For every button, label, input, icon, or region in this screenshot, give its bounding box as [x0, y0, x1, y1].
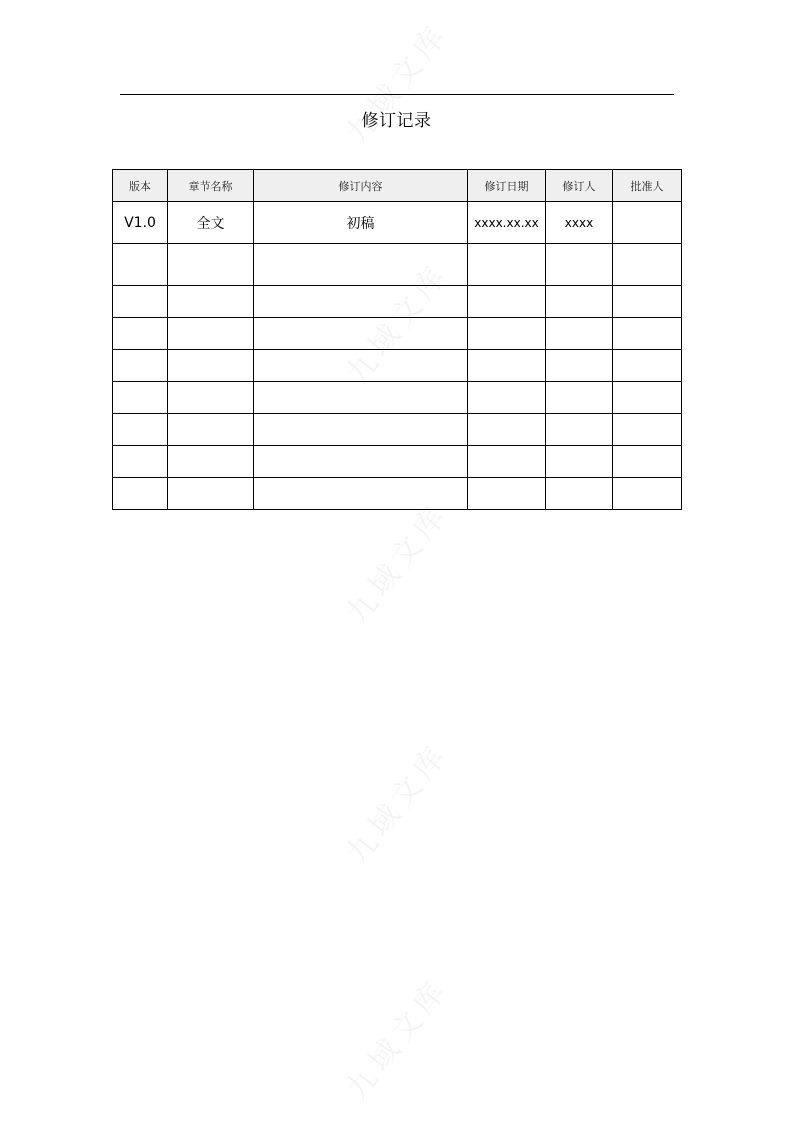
page-title: 修订记录 [361, 111, 432, 131]
revision-table [112, 169, 682, 510]
cell-reviser: xxxx [546, 202, 613, 244]
cell-chapter-name [168, 286, 254, 318]
cell-revision-content [254, 446, 468, 478]
cell-chapter-name: 全文 [168, 202, 254, 244]
cell-chapter-name [168, 244, 254, 286]
table-row [113, 446, 682, 478]
cell-revision-date: xxxx.xx.xx [468, 202, 546, 244]
table-row [113, 202, 682, 244]
cell-reviser [546, 478, 613, 510]
cell-chapter-name [168, 350, 254, 382]
table-header-row [113, 170, 682, 202]
header-revision-date: 修订日期 [468, 170, 546, 202]
cell-approver [613, 202, 682, 244]
cell-chapter-name [168, 446, 254, 478]
cell-reviser [546, 382, 613, 414]
cell-reviser [546, 286, 613, 318]
cell-reviser [546, 350, 613, 382]
cell-chapter-name [168, 318, 254, 350]
cell-revision-content [254, 286, 468, 318]
cell-approver [613, 414, 682, 446]
cell-reviser [546, 446, 613, 478]
header-revision-content: 修订内容 [254, 170, 468, 202]
watermark [310, 702, 480, 902]
table-row [113, 244, 682, 286]
cell-approver [613, 244, 682, 286]
cell-revision-content [254, 318, 468, 350]
header-chapter-name: 章节名称 [168, 170, 254, 202]
cell-revision-content [254, 382, 468, 414]
cell-approver [613, 318, 682, 350]
table-row [113, 414, 682, 446]
cell-chapter-name [168, 414, 254, 446]
watermark [310, 937, 480, 1137]
cell-revision-content [254, 350, 468, 382]
header-rule [120, 94, 674, 95]
cell-reviser [546, 414, 613, 446]
cell-revision-content: 初稿 [254, 202, 468, 244]
table-row [113, 350, 682, 382]
cell-chapter-name [168, 382, 254, 414]
watermark [310, 0, 480, 182]
cell-version [113, 478, 168, 510]
cell-version [113, 350, 168, 382]
cell-approver [613, 382, 682, 414]
table-row [113, 478, 682, 510]
cell-reviser [546, 244, 613, 286]
cell-version [113, 446, 168, 478]
cell-revision-date [468, 446, 546, 478]
cell-version [113, 414, 168, 446]
table-row [113, 318, 682, 350]
cell-approver [613, 478, 682, 510]
cell-revision-date [468, 382, 546, 414]
cell-revision-date [468, 350, 546, 382]
cell-revision-date [468, 286, 546, 318]
cell-revision-date [468, 318, 546, 350]
cell-revision-content [254, 478, 468, 510]
cell-approver [613, 350, 682, 382]
cell-approver [613, 446, 682, 478]
table-row [113, 286, 682, 318]
cell-version [113, 382, 168, 414]
header-reviser: 修订人 [546, 170, 613, 202]
header-approver: 批准人 [613, 170, 682, 202]
cell-revision-date [468, 414, 546, 446]
cell-revision-content [254, 244, 468, 286]
cell-revision-date [468, 244, 546, 286]
cell-reviser [546, 318, 613, 350]
cell-revision-date [468, 478, 546, 510]
cell-approver [613, 286, 682, 318]
cell-version: V1.0 [113, 202, 168, 244]
cell-revision-content [254, 414, 468, 446]
cell-chapter-name [168, 478, 254, 510]
header-version: 版本 [113, 170, 168, 202]
table-row [113, 382, 682, 414]
cell-version [113, 244, 168, 286]
cell-version [113, 318, 168, 350]
cell-version [113, 286, 168, 318]
